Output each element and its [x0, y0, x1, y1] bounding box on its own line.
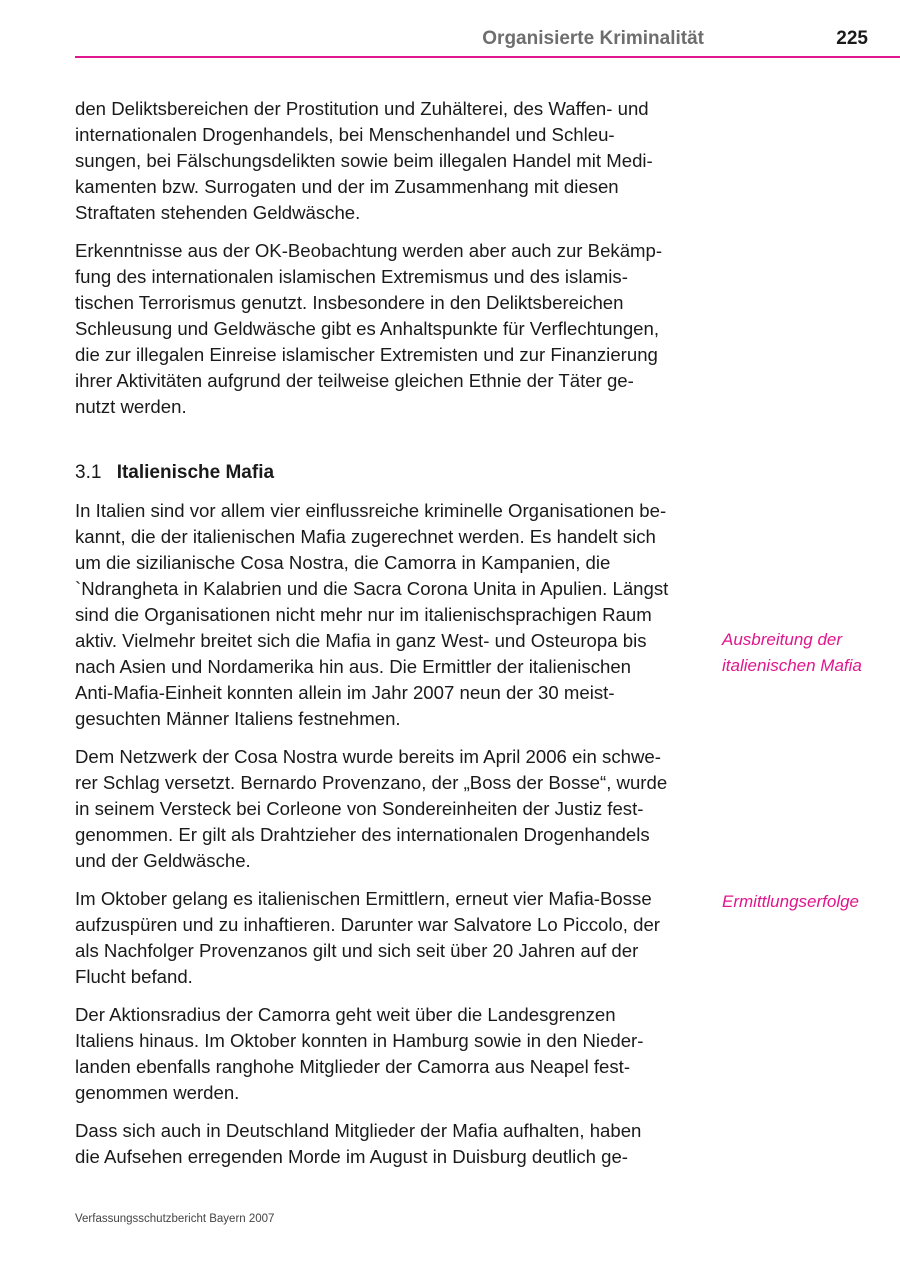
paragraph: Der Aktionsradius der Camorra geht weit über die Landesgrenzen Italiens hinaus. Im Oktober konnten in Hamburg sowie in den Nieder- landen ebenfalls ranghohe Mitglieder der Camorra aus Neapel fest- genommen werden.: [75, 1004, 644, 1103]
page-number: 225: [836, 28, 868, 49]
margin-note-ausbreitung: Ausbreitung der italienischen Mafia: [722, 630, 862, 675]
paragraph: den Deliktsbereichen der Prostitution und Zuhälterei, des Waffen- und internationalen Drogenhandels, bei Menschenhandel und Schleu- sungen, bei Fälschungsdelikten sowie beim illegalen Handel mit Medi- kamenten bzw. Surrogaten und der im Zusammenhang mit diesen Straftaten stehenden Geldwäsche.: [75, 98, 653, 223]
section-number: 3.1: [75, 462, 102, 483]
page-footer: Verfassungsschutzbericht Bayern 2007: [75, 1213, 275, 1225]
paragraph: Im Oktober gelang es italienischen Ermittlern, erneut vier Mafia-Bosse aufzuspüren und zu inhaftieren. Darunter war Salvatore Lo Piccolo, der als Nachfolger Provenzanos gilt und sich seit über 20 Jahren auf der Flucht befand.: [75, 888, 661, 987]
paragraph: In Italien sind vor allem vier einflussreiche kriminelle Organisationen be- kannt, die der italienischen Mafia zugerechnet werden. Es handelt sich um die sizilianische Cosa Nostra, die Camorra in Kampanien, die `Ndrangheta in Kalabrien und die Sacra Corona Unita in Apulien. Längst sind die Organisationen nicht mehr nur im italienischsprachigen Raum aktiv. Vielmehr breitet sich die Mafia in ganz West- und Osteuropa bis nach Asien und Nordamerika hin aus. Die Ermittler der italienischen Anti-Mafia-Einheit konnten allein im Jahr 2007 neun der 30 meist- gesuchten Männer Italiens festnehmen.: [75, 500, 669, 729]
paragraph: Dass sich auch in Deutschland Mitglieder der Mafia aufhalten, haben die Aufsehen erregenden Morde im August in Duisburg deutlich ge-: [75, 1120, 642, 1167]
main-text: [75, 96, 704, 1182]
header-title: Organisierte Kriminalität: [482, 28, 704, 49]
paragraph: Dem Netzwerk der Cosa Nostra wurde bereits im April 2006 ein schwe- rer Schlag versetzt. Bernardo Provenzano, der „Boss der Bosse“, wurde in seinem Versteck bei Corleone von Sondereinheiten der Justiz fest- genommen. Er gilt als Drahtzieher des internationalen Drogenhandels und der Geldwäsche.: [75, 746, 668, 871]
paragraph: Erkenntnisse aus der OK-Beobachtung werden aber auch zur Bekämp- fung des internationalen islamischen Extremismus und des islamis- tischen Terrorismus genutzt. Insbesondere in den Deliktsbereichen Schleusung und Geldwäsche gibt es Anhaltspunkte für Verflechtungen, die zur illegalen Einreise islamischer Extremisten und zur Finanzierung ihrer Aktivitäten aufgrund der teilweise gleichen Ethnie der Täter ge- nutzt werden.: [75, 240, 663, 417]
section-heading: [75, 460, 704, 486]
page-header: [75, 26, 900, 58]
section-title: Italienische Mafia: [116, 462, 275, 483]
margin-note-ermittlung: Ermittlungserfolge: [722, 892, 860, 911]
